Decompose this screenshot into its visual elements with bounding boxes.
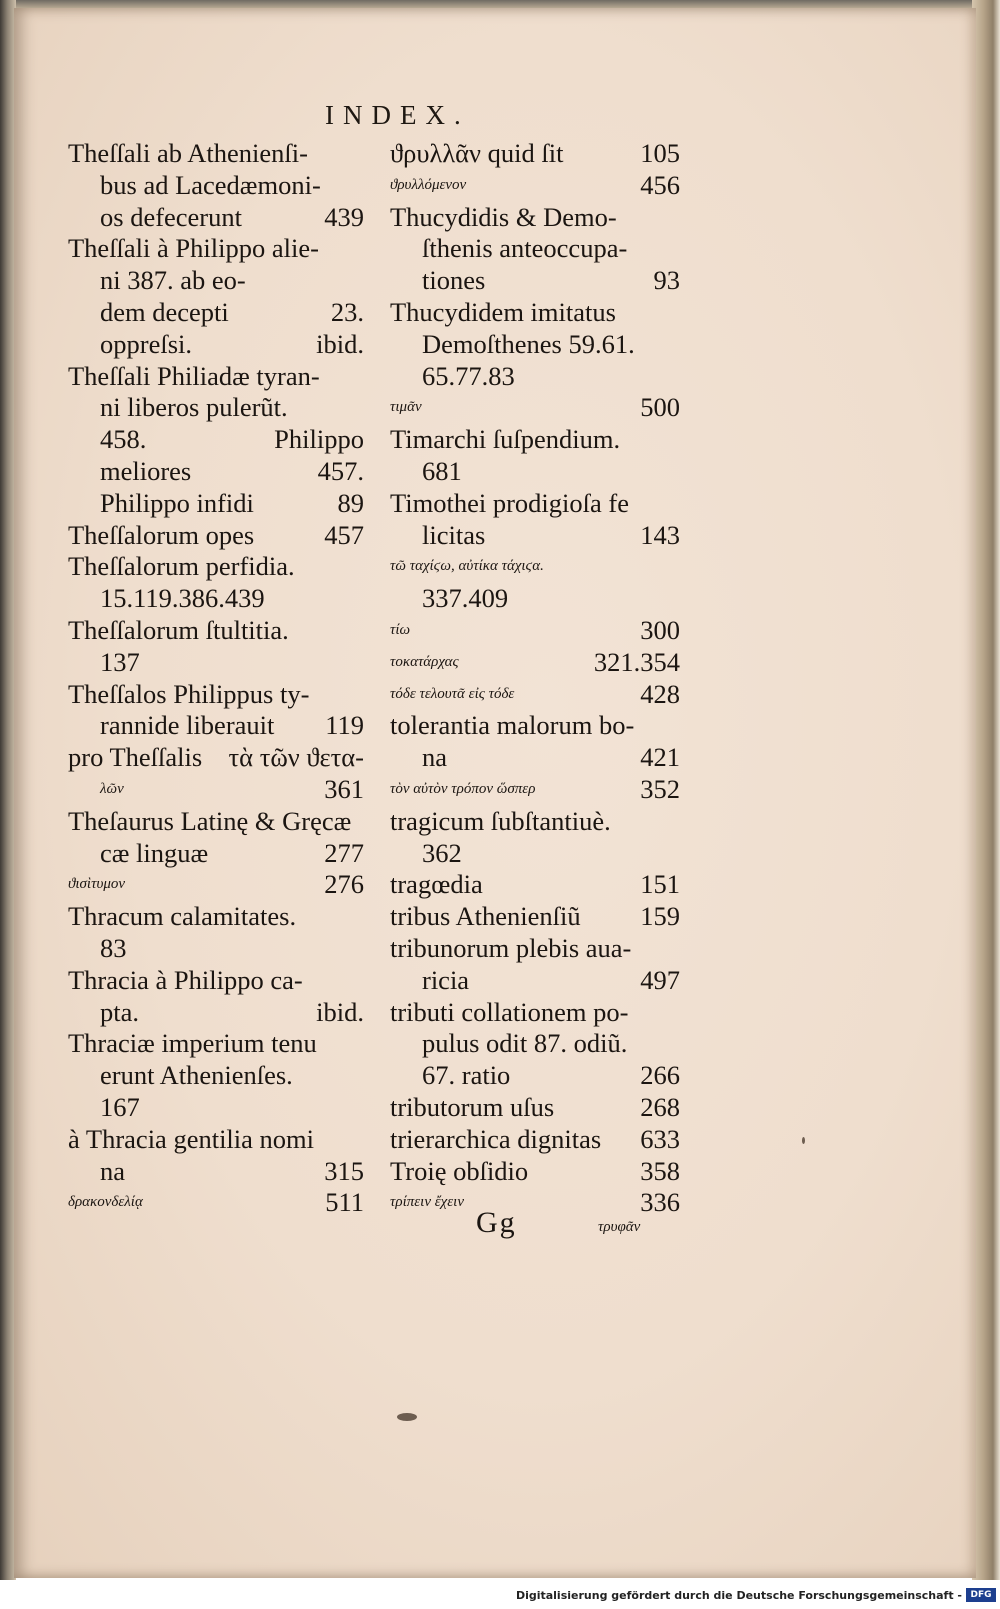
index-entry-line [390,361,680,393]
index-entry-text: tiones [422,265,486,296]
index-entry-page: 633 [640,1123,680,1154]
index-entry-text: 83 [100,932,127,963]
index-entry-page: 457 [324,519,364,550]
index-entry-text: τρίπειν ἔχειν [390,1194,464,1211]
ink-spot [397,1413,417,1421]
index-entry-line [390,742,680,774]
index-entry-text: à Thracia gentilia nomi [68,1123,315,1154]
index-entry-page: 511 [325,1187,364,1218]
index-entry-text: Thracum calamitates. [68,901,297,932]
index-entry-text: 15.119.386.439 [100,583,265,614]
index-entry-line [390,1060,680,1092]
index-entry-line [68,583,364,615]
index-entry-line [390,488,680,520]
index-entry-line [390,1028,680,1060]
index-entry-page: 361 [324,773,364,804]
index-entry-text: Theſaurus Latinę & Gręcæ [68,805,352,836]
index-entry-page: 352 [640,773,680,804]
index-entry-line [68,170,364,202]
index-entry-text: Theſſalorum perfidia. [68,551,295,582]
footer-credit: Digitalisierung gefördert durch die Deutsche Forschungsgemeinschaft - [515,1589,962,1602]
index-entry-line [390,869,680,901]
index-entry-line [390,329,680,361]
index-entry-line [68,424,364,456]
index-entry-text: 65.77.83 [422,360,515,391]
index-entry-line [68,329,364,361]
index-entry-line [68,233,364,265]
index-entry-line [68,456,364,488]
index-entry-line [68,838,364,870]
index-entry-line [68,361,364,393]
index-entry-text: Thucydidem imitatus [390,296,616,327]
index-entry-text: licitas [422,519,486,550]
index-entry-text: 337.409 [422,583,509,614]
index-entry-text: ni liberos pulerũt. [100,392,288,423]
index-entry-text: Demoſthenes 59.61. [422,328,635,359]
index-entry-text: cæ linguæ [100,837,209,868]
index-entry-text: meliores [100,455,192,486]
index-entry-line [390,233,680,265]
index-entry-page: 500 [640,392,680,423]
index-entry-page: 421 [640,742,680,773]
index-entry-text: Thraciæ imperium tenu [68,1028,317,1059]
index-entry-line [68,551,364,583]
index-entry-text: Thracia à Philippo ca- [68,964,303,995]
index-entry-line [68,933,364,965]
index-entry-text: oppreſsi. [100,328,192,359]
index-entry-line [68,647,364,679]
index-entry-page: 358 [640,1155,680,1186]
index-entry-greek: τὰ τῶν ϑετα- [228,742,364,773]
index-entry-line [68,615,364,647]
index-entry-page: 300 [640,614,680,645]
index-entry-line [68,1060,364,1092]
index-entry-page: 457. [317,455,364,486]
index-entry-line [390,583,680,615]
index-entry-line [68,710,364,742]
index-entry-page: 268 [640,1091,680,1122]
index-entry-text: τόδε τελουτᾶ εἰς τόδε [390,685,515,702]
index-entry-page: 315 [324,1155,364,1186]
index-entry-page: 277 [324,837,364,868]
index-entry-line [68,1092,364,1124]
index-entry-page: 439 [324,201,364,232]
index-entry-text: os defecerunt [100,201,242,232]
index-entry-text: τὸν αὐτὸν τρόπον ὥσπερ [390,780,536,797]
index-entry-page: 428 [640,678,680,709]
index-entry-page: 266 [640,1060,680,1091]
index-entry-line [68,742,364,774]
index-entry-text: tribus Athenienſiũ [390,901,581,932]
index-entry-line [68,265,364,297]
index-entry-text: ſthenis anteoccupa- [422,233,628,264]
index-entry-page: 89 [337,487,364,518]
index-entry-line [390,997,680,1029]
index-entry-text: Theſſali à Philippo alie- [68,233,319,264]
index-entry-line [68,1156,364,1188]
index-entry-line [390,647,680,679]
book-right-edge [972,0,1000,1580]
index-entry-line [390,1187,680,1219]
index-entry-text: tragœdia [390,869,483,900]
index-entry-line [390,456,680,488]
index-entry-text: pro Theſſalis [68,742,203,773]
index-entry-page: 456 [640,169,680,200]
index-entry-line [390,679,680,711]
index-entry-page: 23. [330,296,364,327]
index-entry-line [390,297,680,329]
index-entry-page: 276 [324,869,364,900]
index-entry-text: Theſſalorum opes [68,519,255,550]
index-entry-line [68,1187,364,1219]
index-entry-text: erunt Athenienſes. [100,1060,293,1091]
index-entry-text: δρακονδελίᾳ [68,1194,143,1211]
index-column-right [390,138,680,1219]
index-entry-page: 105 [640,138,680,168]
index-entry-text: pulus odit 87. odiũ. [422,1028,628,1059]
index-entry-line [390,710,680,742]
index-entry-text: 67. ratio [422,1060,511,1091]
index-entry-text: 167 [100,1091,140,1122]
index-entry-text: na [100,1155,126,1186]
index-entry-line [390,424,680,456]
index-entry-page: ibid. [316,996,364,1027]
index-entry-page: 321.354 [593,646,680,677]
index-entry-text: Philippo infidi [100,487,254,518]
index-entry-text: Theſſalorum ſtultitia. [68,614,289,645]
dfg-logo: DFG [966,1588,996,1602]
index-entry-line [68,1124,364,1156]
index-entry-line [390,138,680,170]
index-entry-text: τιμᾶν [390,399,422,416]
index-entry-text: Thucydidis & Demo- [390,201,617,232]
index-entry-text: τίω [390,621,411,638]
index-entry-text: tragicum ſubſtantiuè. [390,805,611,836]
index-entry-text: Theſſali Philiadæ tyran- [68,360,320,391]
index-entry-text: Troię obſidio [390,1155,529,1186]
index-entry-page: 497 [640,964,680,995]
index-entry-page: 119 [325,710,364,741]
index-column-left [68,138,364,1219]
index-entry-text: na [422,742,448,773]
index-entry-line [390,774,680,806]
index-entry-line [68,806,364,838]
catchword: τρυφᾶν [598,1219,641,1235]
index-entry-text: tributorum uſus [390,1091,555,1122]
index-entry-line [68,488,364,520]
index-entry-page: ibid. [316,328,364,359]
index-entry-text: ni 387. ab eo- [100,265,246,296]
index-entry-text: Theſſali ab Athenienſi- [68,138,308,168]
index-entry-line [68,1028,364,1060]
index-entry-line [68,774,364,806]
index-entry-line [390,933,680,965]
index-entry-text: Theſſalos Philippus ty- [68,678,310,709]
index-entry-text: bus ad Lacedæmoni- [100,169,321,200]
index-entry-line [68,869,364,901]
index-entry-text: pta. [100,996,139,1027]
index-entry-text: 458. [100,424,147,455]
index-entry-line [68,901,364,933]
index-entry-line [68,392,364,424]
index-entry-text: ϑισὶτυμον [68,876,126,893]
index-entry-text: λῶν [100,780,124,797]
ink-spot [802,1137,805,1144]
index-entry-text: ϑρυλλᾶν quid ſit [390,138,564,168]
index-entry-line [390,1092,680,1124]
page-header: INDEX. [325,100,470,130]
index-entry-line [390,901,680,933]
index-entry-text: trierarchica dignitas [390,1123,602,1154]
index-entry-line [68,997,364,1029]
index-entry-text: rannide liberauit [100,710,275,741]
index-entry-text: 362 [422,837,462,868]
index-entry-line [390,965,680,997]
index-entry-line [390,806,680,838]
index-entry-line [390,838,680,870]
index-entry-text: ricia [422,964,470,995]
index-entry-line [390,170,680,202]
index-entry-page: 143 [640,519,680,550]
index-entry-text: Timothei prodigioſa fe [390,487,629,518]
index-entry-line [390,392,680,424]
index-entry-text: dem decepti [100,296,229,327]
index-entry-line [68,679,364,711]
index-entry-text: tributi collationem po- [390,996,629,1027]
index-entry-page: 336 [640,1187,680,1218]
index-entry-line [390,615,680,647]
index-entry-line [390,520,680,552]
index-entry-line [390,265,680,297]
index-entry-text: τοκατάρχας [390,653,459,670]
index-entry-line [390,1124,680,1156]
index-entry-text: Timarchi ſuſpendium. [390,424,621,455]
index-entry-text: tribunorum plebis aua- [390,932,632,963]
index-entry-line [390,551,680,583]
index-entry-line [68,965,364,997]
index-entry-text: 681 [422,455,462,486]
index-entry-line [390,1156,680,1188]
index-entry-text: τῶ ταχίϛω, αὐτίκα τάχιϛα. [390,558,544,575]
index-entry-line [390,202,680,234]
index-entry-page: Philippo [274,424,364,455]
index-entry-line [68,202,364,234]
index-entry-text: tolerantia malorum bo- [390,710,635,741]
signature-mark: Gg [476,1206,517,1239]
index-entry-text: ϑρυλλόμενον [390,176,467,193]
index-entry-line [68,520,364,552]
index-entry-page: 93 [653,265,680,296]
index-entry-page: 151 [640,869,680,900]
index-entry-page: 159 [640,901,680,932]
index-entry-line [68,297,364,329]
index-entry-line [68,138,364,170]
index-entry-text: 137 [100,646,140,677]
